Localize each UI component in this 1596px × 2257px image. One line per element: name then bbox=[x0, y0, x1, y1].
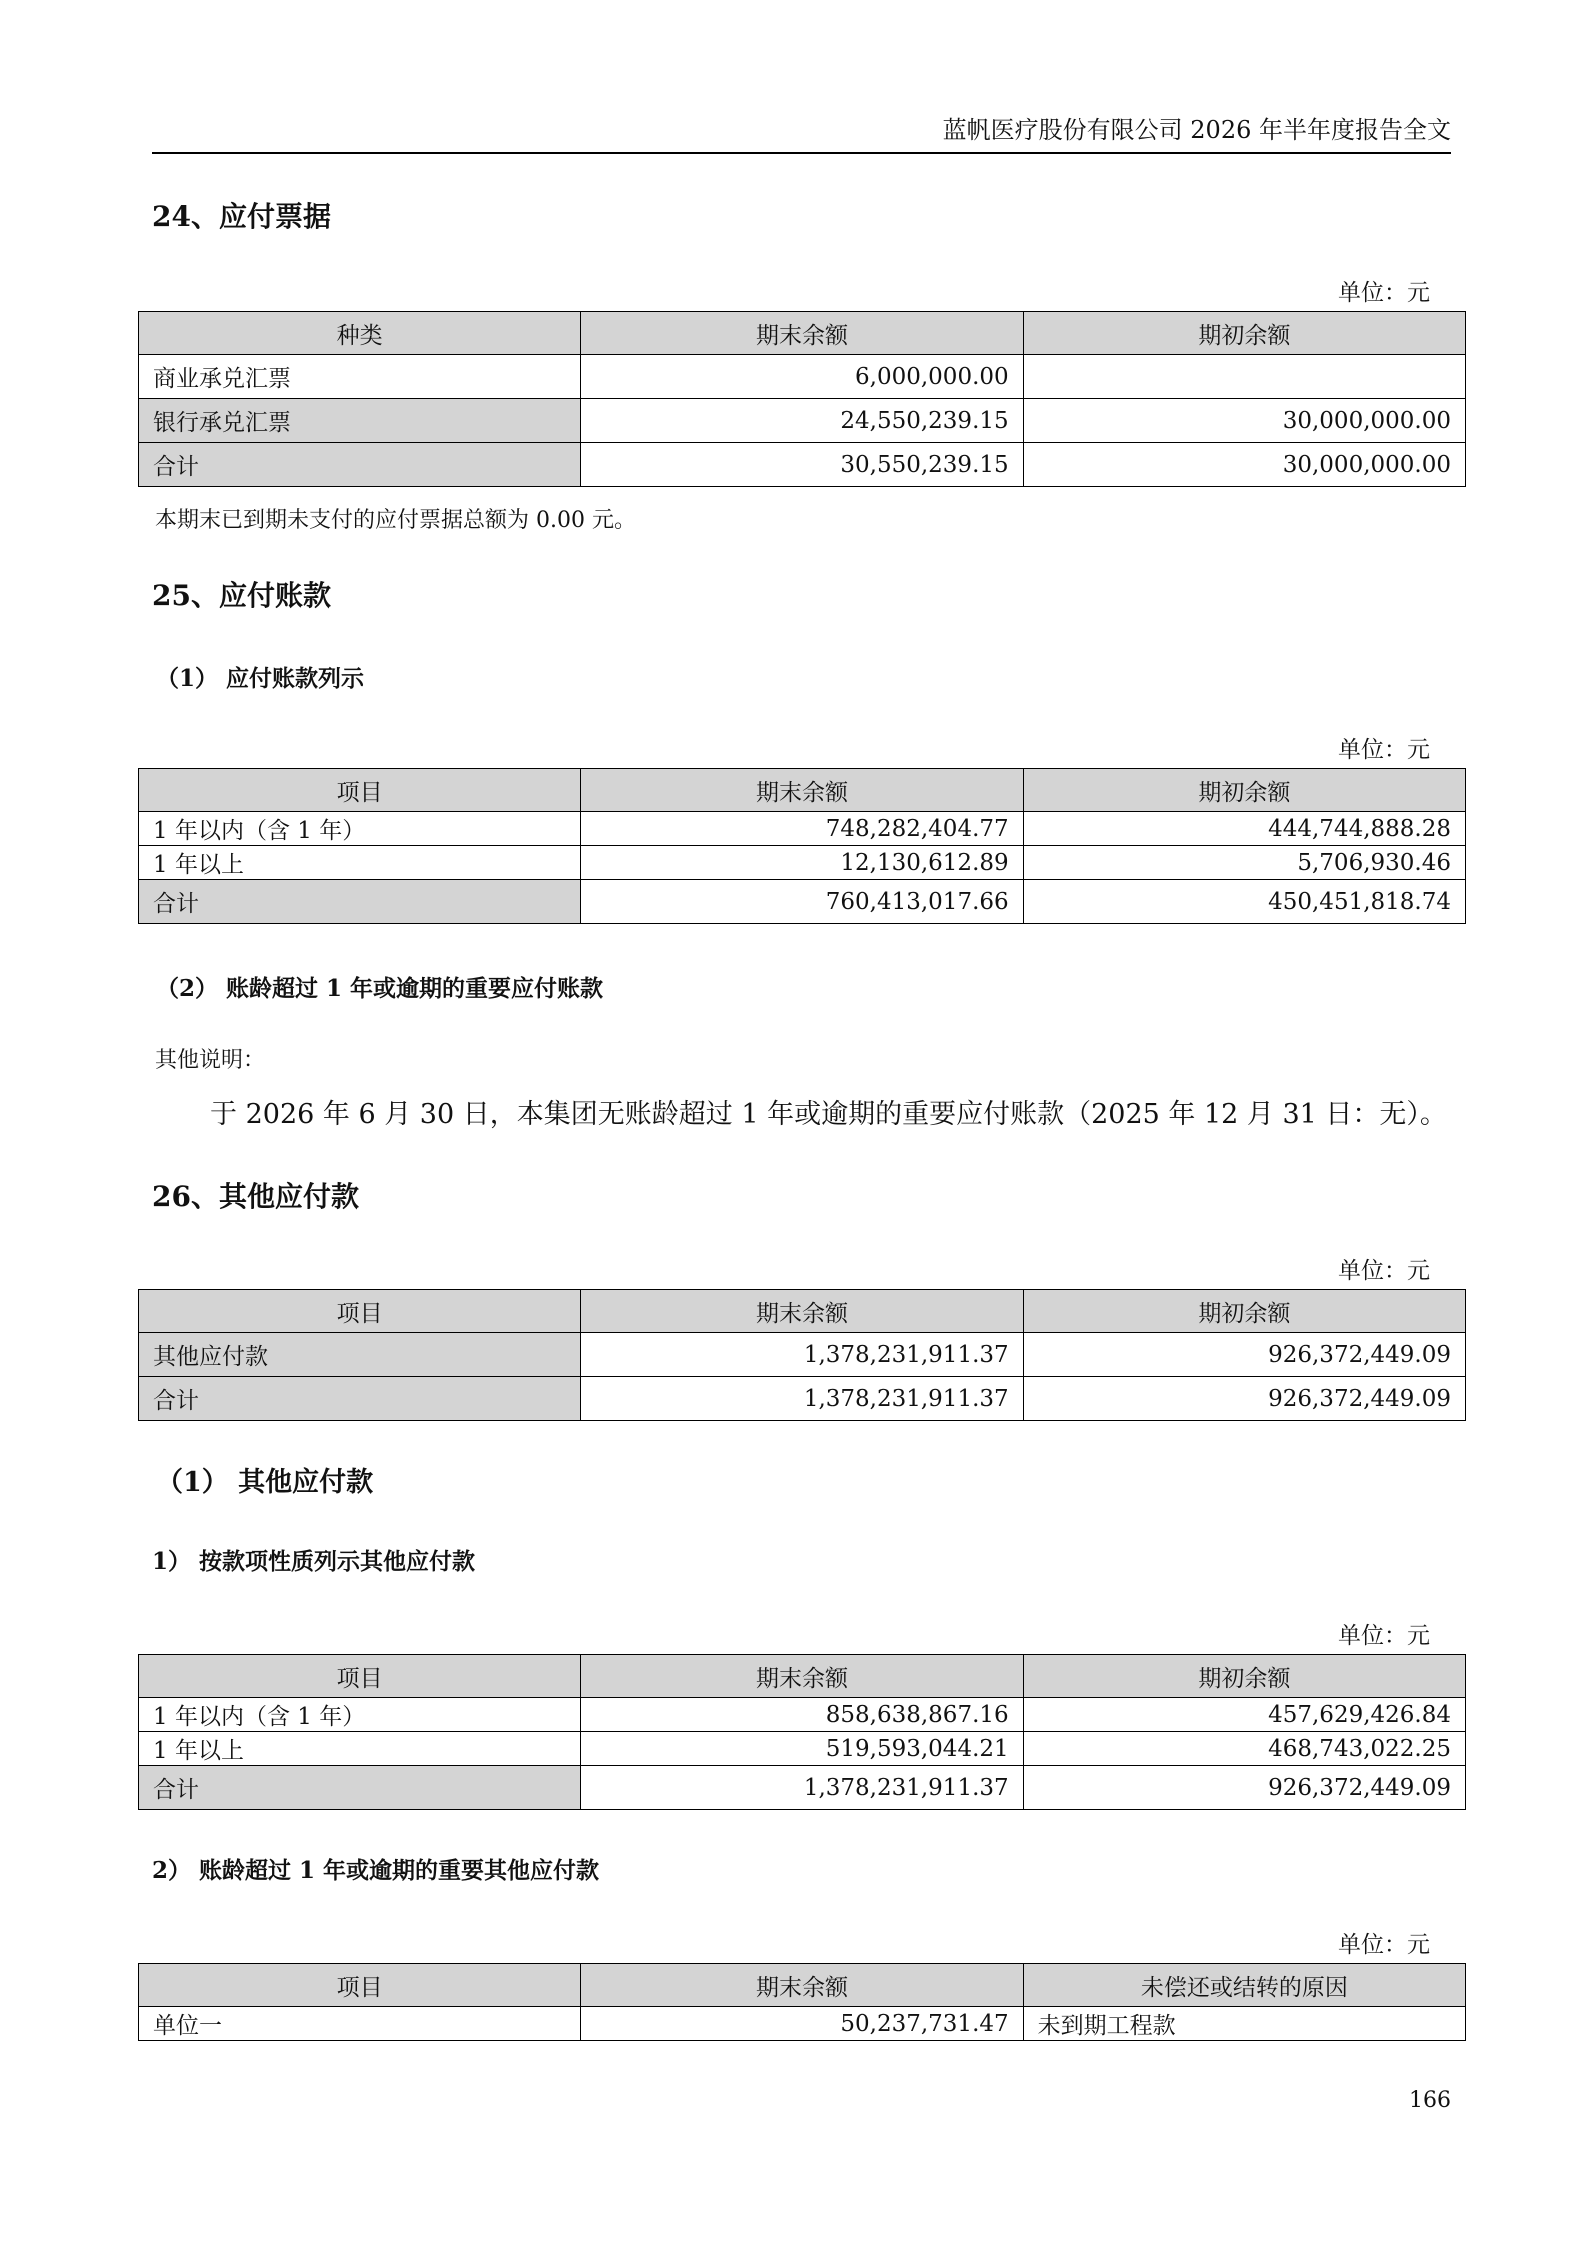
ending-balance: 24,550,239.15 bbox=[581, 399, 1023, 443]
column-header: 项目 bbox=[139, 1290, 581, 1333]
column-header: 未偿还或结转的原因 bbox=[1023, 1964, 1465, 2007]
table-row bbox=[139, 1333, 1466, 1377]
column-header: 期初余额 bbox=[1023, 769, 1465, 812]
ending-balance: 1,378,231,911.37 bbox=[581, 1377, 1023, 1421]
ending-balance: 519,593,044.21 bbox=[581, 1732, 1023, 1766]
table-row bbox=[139, 2007, 1466, 2041]
table-header-row bbox=[139, 312, 1466, 355]
row-label: 合计 bbox=[139, 1377, 581, 1421]
table-row bbox=[139, 399, 1466, 443]
ending-balance: 858,638,867.16 bbox=[581, 1698, 1023, 1732]
ending-balance: 12,130,612.89 bbox=[581, 846, 1023, 880]
column-header: 期末余额 bbox=[581, 312, 1023, 355]
table-total-row bbox=[139, 1377, 1466, 1421]
section-25-title: 25、应付账款 bbox=[152, 579, 331, 612]
ending-balance: 1,378,231,911.37 bbox=[581, 1333, 1023, 1377]
opening-balance: 926,372,449.09 bbox=[1023, 1377, 1465, 1421]
column-header: 项目 bbox=[139, 769, 581, 812]
section-26-title: 26、其他应付款 bbox=[152, 1180, 359, 1213]
column-header: 期末余额 bbox=[581, 1290, 1023, 1333]
table-total-row bbox=[139, 1766, 1466, 1810]
row-label: 银行承兑汇票 bbox=[139, 399, 581, 443]
ending-balance: 1,378,231,911.37 bbox=[581, 1766, 1023, 1810]
row-label: 1 年以内（含 1 年） bbox=[139, 1698, 581, 1732]
row-label: 其他应付款 bbox=[139, 1333, 581, 1377]
table-header-row bbox=[139, 1964, 1466, 2007]
opening-balance: 926,372,449.09 bbox=[1023, 1766, 1465, 1810]
section-25-sub2: （2） 账龄超过 1 年或逾期的重要应付账款 bbox=[156, 975, 604, 1002]
section-25-unit: 单位：元 bbox=[1338, 737, 1430, 763]
reason-cell: 未到期工程款 bbox=[1023, 2007, 1465, 2041]
row-label: 1 年以上 bbox=[139, 1732, 581, 1766]
table-row bbox=[139, 812, 1466, 846]
section-26-sub1: （1） 其他应付款 bbox=[156, 1467, 374, 1498]
section-24-note: 本期末已到期未支付的应付票据总额为 0.00 元。 bbox=[155, 508, 636, 533]
table-row bbox=[139, 1732, 1466, 1766]
opening-balance: 457,629,426.84 bbox=[1023, 1698, 1465, 1732]
table-row bbox=[139, 355, 1466, 399]
row-label: 单位一 bbox=[139, 2007, 581, 2041]
report-header-title: 蓝帆医疗股份有限公司 2026 年半年度报告全文 bbox=[942, 116, 1451, 144]
row-label: 合计 bbox=[139, 443, 581, 487]
opening-balance: 444,744,888.28 bbox=[1023, 812, 1465, 846]
opening-balance: 30,000,000.00 bbox=[1023, 399, 1465, 443]
section-25-sub1: （1） 应付账款列示 bbox=[156, 665, 365, 692]
column-header: 期末余额 bbox=[581, 1964, 1023, 2007]
section-26-t2-unit: 单位：元 bbox=[1338, 1623, 1430, 1649]
opening-balance: 468,743,022.25 bbox=[1023, 1732, 1465, 1766]
section-26-t3-unit: 单位：元 bbox=[1338, 1932, 1430, 1958]
section-26-sub1b: 2） 账龄超过 1 年或逾期的重要其他应付款 bbox=[152, 1857, 600, 1884]
ending-balance: 6,000,000.00 bbox=[581, 355, 1023, 399]
column-header: 期末余额 bbox=[581, 769, 1023, 812]
row-label: 商业承兑汇票 bbox=[139, 355, 581, 399]
column-header: 期初余额 bbox=[1023, 312, 1465, 355]
ending-balance: 760,413,017.66 bbox=[581, 880, 1023, 924]
table-row bbox=[139, 846, 1466, 880]
ending-balance: 50,237,731.47 bbox=[581, 2007, 1023, 2041]
row-label: 合计 bbox=[139, 1766, 581, 1810]
accounts-payable-table bbox=[138, 768, 1466, 924]
ending-balance: 748,282,404.77 bbox=[581, 812, 1023, 846]
ending-balance: 30,550,239.15 bbox=[581, 443, 1023, 487]
row-label: 合计 bbox=[139, 880, 581, 924]
row-label: 1 年以内（含 1 年） bbox=[139, 812, 581, 846]
opening-balance: 926,372,449.09 bbox=[1023, 1333, 1465, 1377]
header-divider bbox=[152, 152, 1451, 154]
other-notes-text: 于 2026 年 6 月 30 日，本集团无账龄超过 1 年或逾期的重要应付账款（2025 年 12 月 31 日：无）。 bbox=[210, 1099, 1447, 1130]
column-header: 项目 bbox=[139, 1964, 581, 2007]
section-26-sub1a: 1） 按款项性质列示其他应付款 bbox=[152, 1548, 476, 1575]
table-header-row bbox=[139, 769, 1466, 812]
important-other-payables-table bbox=[138, 1963, 1466, 2041]
section-24-title: 24、应付票据 bbox=[152, 200, 331, 233]
table-header-row bbox=[139, 1290, 1466, 1333]
column-header: 期末余额 bbox=[581, 1655, 1023, 1698]
table-header-row bbox=[139, 1655, 1466, 1698]
opening-balance: 30,000,000.00 bbox=[1023, 443, 1465, 487]
other-payables-by-age-table bbox=[138, 1654, 1466, 1810]
section-24-unit: 单位：元 bbox=[1338, 280, 1430, 306]
column-header: 种类 bbox=[139, 312, 581, 355]
column-header: 期初余额 bbox=[1023, 1655, 1465, 1698]
section-26-unit: 单位：元 bbox=[1338, 1258, 1430, 1284]
notes-payable-table bbox=[138, 311, 1466, 487]
table-total-row bbox=[139, 880, 1466, 924]
other-notes-label: 其他说明： bbox=[155, 1048, 266, 1073]
opening-balance bbox=[1023, 355, 1465, 399]
row-label: 1 年以上 bbox=[139, 846, 581, 880]
column-header: 项目 bbox=[139, 1655, 581, 1698]
table-total-row bbox=[139, 443, 1466, 487]
other-payables-table bbox=[138, 1289, 1466, 1421]
column-header: 期初余额 bbox=[1023, 1290, 1465, 1333]
table-row bbox=[139, 1698, 1466, 1732]
opening-balance: 450,451,818.74 bbox=[1023, 880, 1465, 924]
opening-balance: 5,706,930.46 bbox=[1023, 846, 1465, 880]
page-number: 166 bbox=[1409, 2088, 1451, 2113]
